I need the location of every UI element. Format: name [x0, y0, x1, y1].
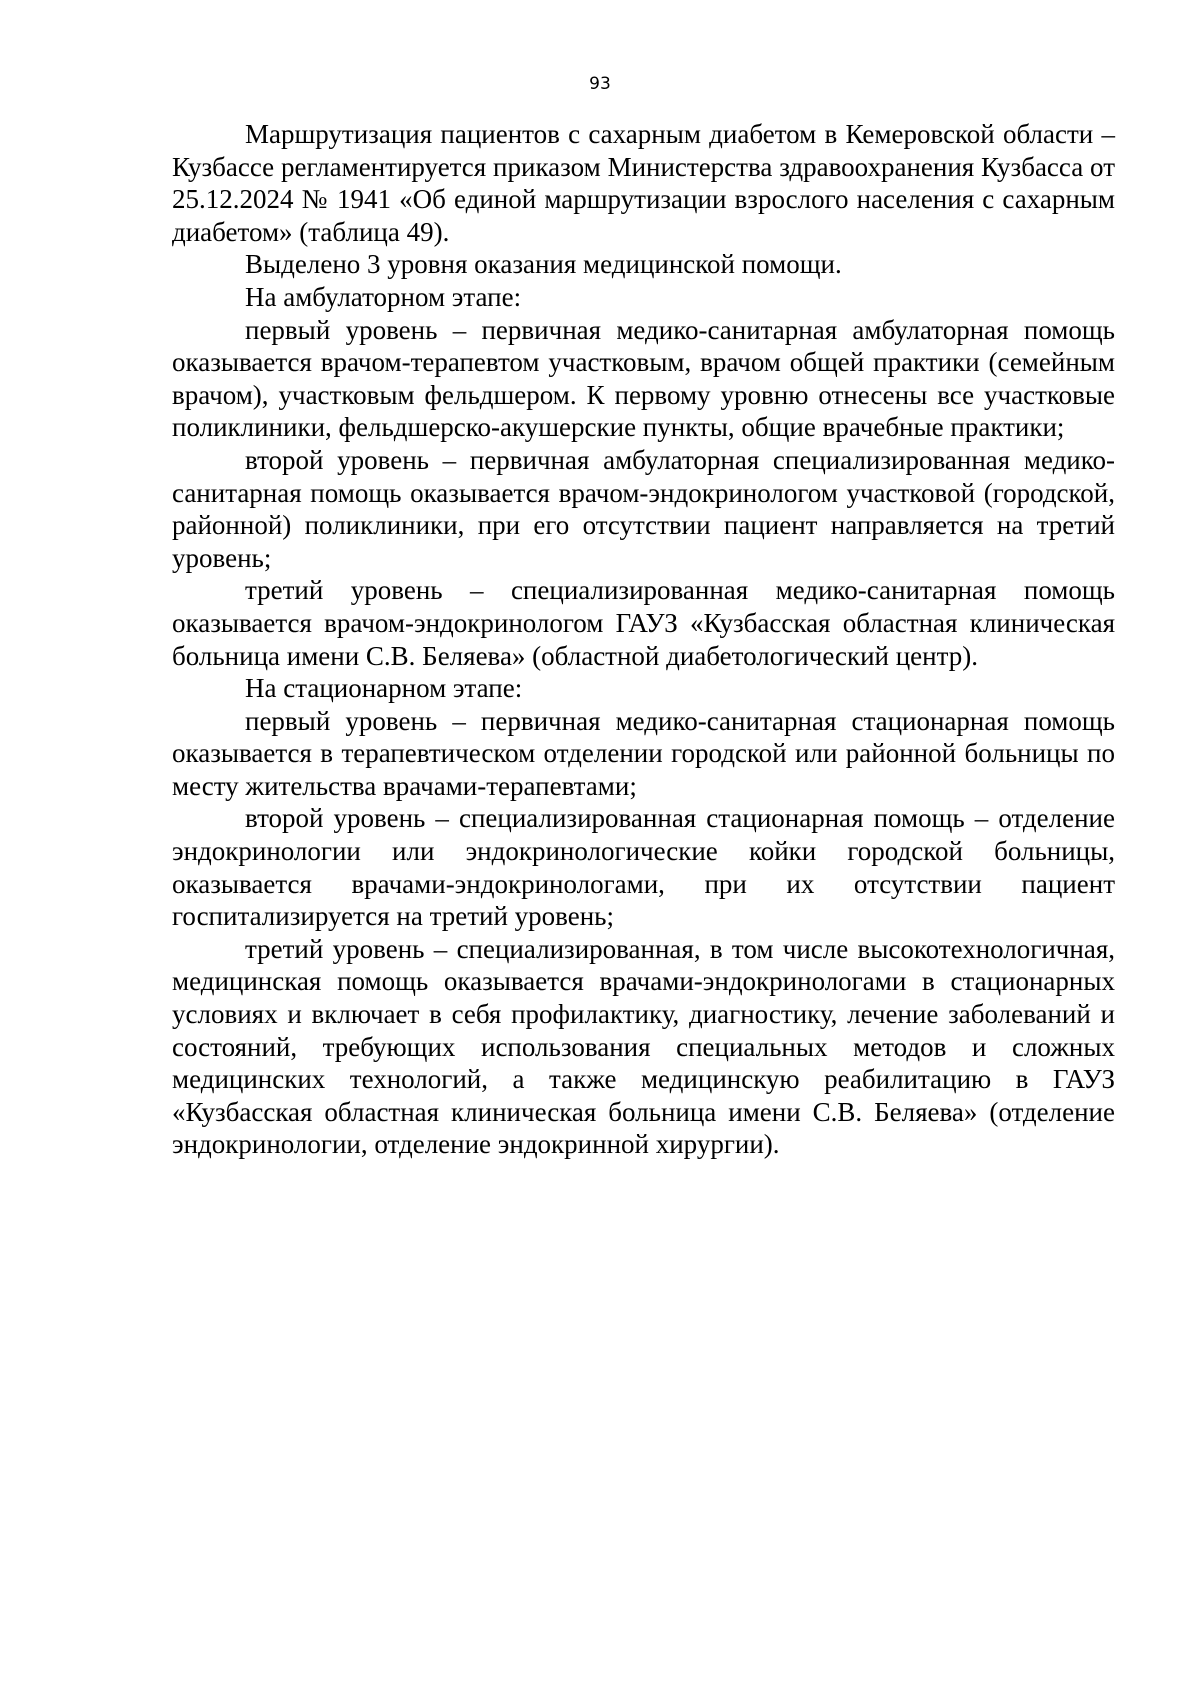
paragraph-inpatient-level-3: третий уровень – специализированная, в том числе высокотехнологичная, медицинская помощь оказывается врачами-эндокринологами в стационарных условиях и включает в себя профилактику, диагностику, лечение заболеваний и состояний, требующих использования специальных методов и сложных медицинских технологий, а также медицинскую реабилитацию в ГАУЗ «Кузбасская областная клиническая больница имени С.В. Беляева» (отделение эндокринологии, отделение эндокринной хирургии).	[172, 933, 1115, 1160]
document-body	[172, 118, 1115, 1161]
paragraph-inpatient-level-1: первый уровень – первичная медико-санитарная стационарная помощь оказывается в терапевтическом отделении городской или районной больницы по месту жительства врачами-терапевтами;	[172, 705, 1115, 801]
paragraph-inpatient-heading: На стационарном этапе:	[245, 673, 523, 704]
paragraph-routing-order: Маршрутизация пациентов с сахарным диабетом в Кемеровской области – Кузбассе регламентируется приказом Министерства здравоохранения Кузбасса от 25.12.2024 № 1941 «Об единой маршрутизации взрослого населения с сахарным диабетом» (таблица 49).	[172, 119, 1115, 247]
paragraph-outpatient-heading: На амбулаторном этапе:	[245, 281, 522, 312]
paragraph-outpatient-level-1: первый уровень – первичная медико-санитарная амбулаторная помощь оказывается врачом-терапевтом участковым, врачом общей практики (семейным врачом), участковым фельдшером. К первому уровню отнесены все участковые поликлиники, фельдшерско-акушерские пункты, общие врачебные практики;	[172, 314, 1115, 443]
paragraph-inpatient-level-2: второй уровень – специализированная стационарная помощь – отделение эндокринологии или эндокринологические койки городской больницы, оказывается врачами-эндокринологами, при их отсутствии пациент госпитализируется на третий уровень;	[172, 803, 1115, 932]
paragraph-levels-count: Выделено 3 уровня оказания медицинской помощи.	[245, 249, 842, 280]
page-number: 93	[589, 74, 611, 94]
paragraph-outpatient-level-3: третий уровень – специализированная медико-санитарная помощь оказывается врачом-эндокринологом ГАУЗ «Кузбасская областная клиническая больница имени С.В. Беляева» (областной диабетологический центр).	[172, 575, 1115, 671]
paragraph-outpatient-level-2: второй уровень – первичная амбулаторная специализированная медико-санитарная помощь оказывается врачом-эндокринологом участковой (городской, районной) поликлиники, при его отсутствии пациент направляется на третий уровень;	[172, 444, 1115, 573]
